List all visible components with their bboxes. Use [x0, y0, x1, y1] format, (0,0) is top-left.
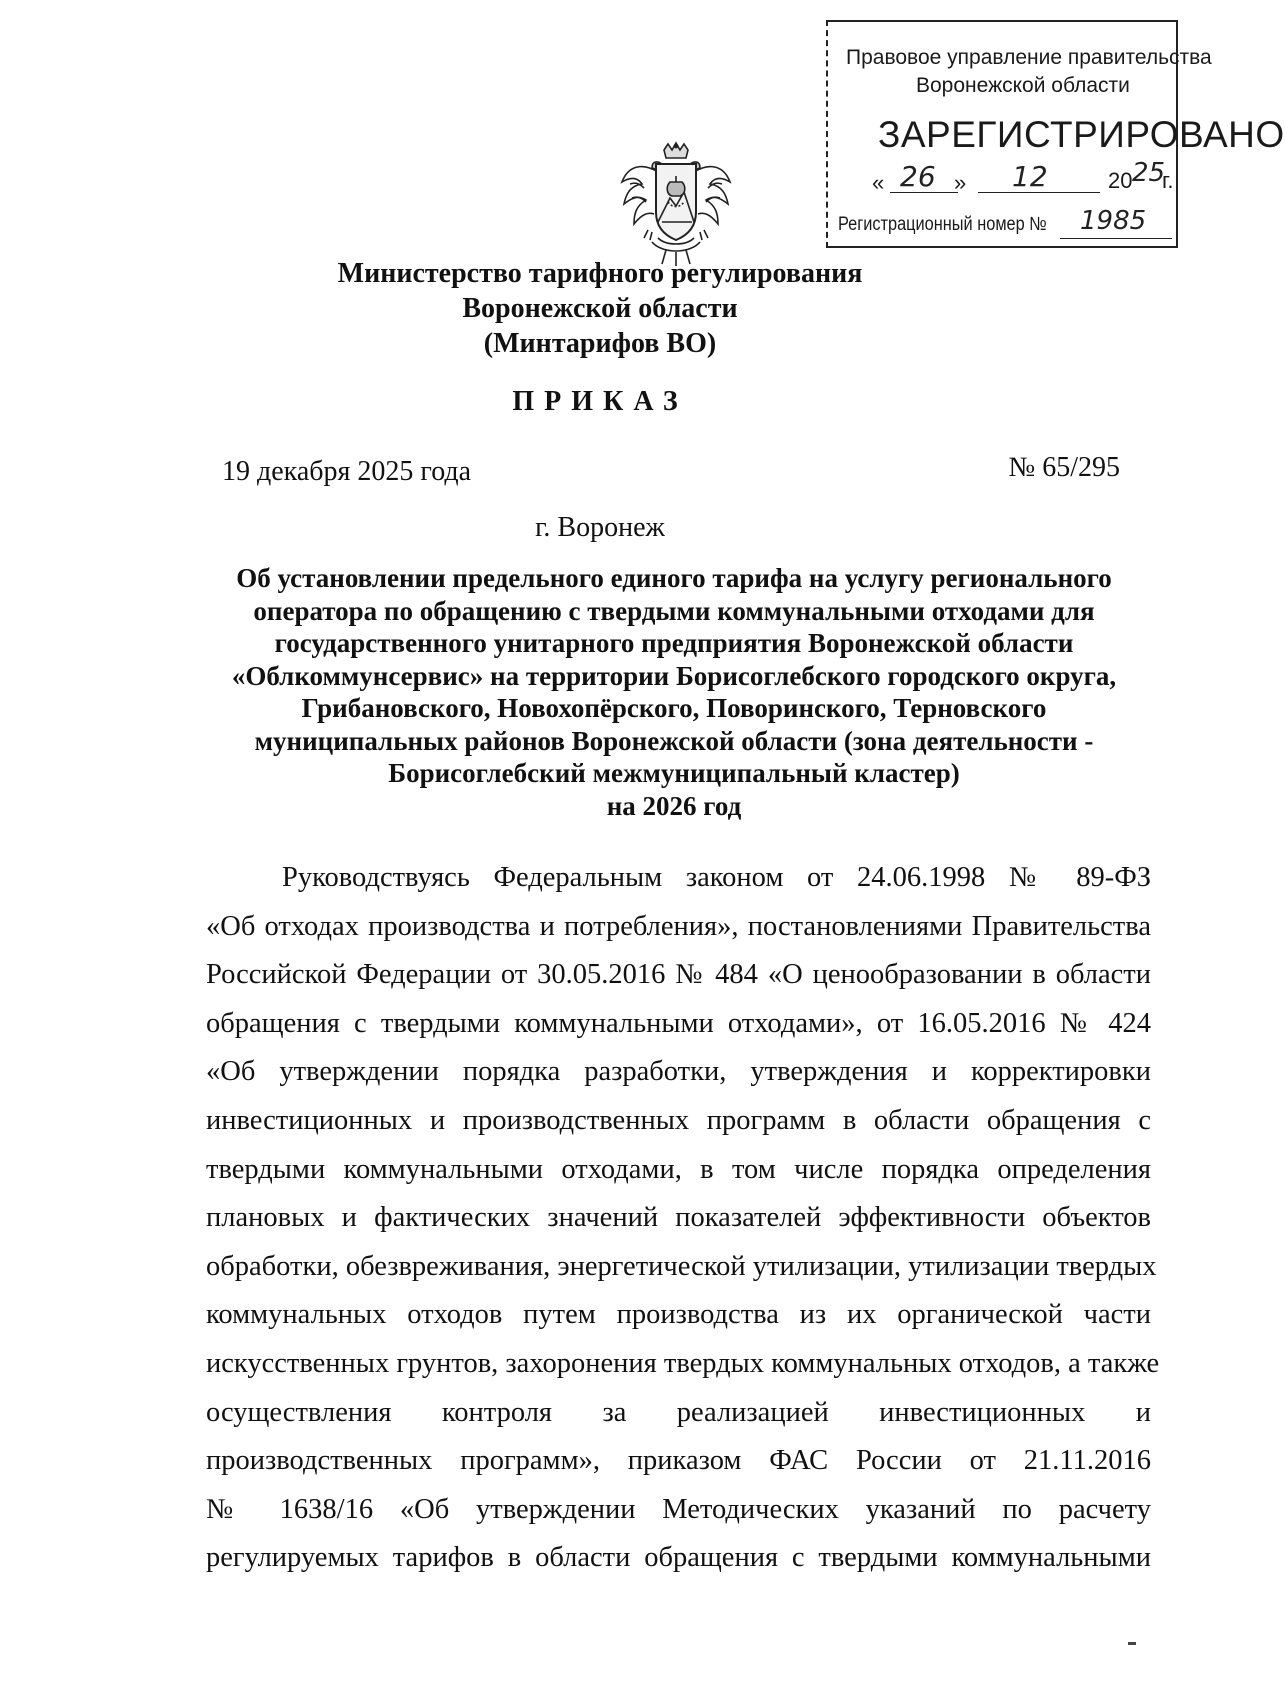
ministry-name-line-1: Министерство тарифного регулирования [337, 258, 863, 289]
order-city: г. Воронеж [535, 512, 665, 543]
paragraph-line: инвестиционных и производственных программ в области обращения с [206, 1104, 1151, 1136]
paragraph-line: «Об отходах производства и потребления», постановлениями Правительства [206, 910, 1151, 942]
paragraph-line: плановых и фактических значений показателей эффективности объектов [206, 1202, 1151, 1234]
stamp-authority-line: Правовое управление правительства [846, 46, 1212, 69]
paragraph-line: твердыми коммунальными отходами, в том числе порядка определения [206, 1153, 1151, 1185]
stamp-year-suffix: г. [1162, 168, 1174, 193]
paragraph-line: осуществления контроля за реализацией инвестиционных и [206, 1396, 1151, 1428]
subject-line: Об установлении предельного единого тарифа на услугу регионального [236, 563, 1112, 593]
paragraph-line: искусственных грунтов, захоронения твердых коммунальных отходов, а также [206, 1347, 1160, 1379]
subject-line: оператора по обращению с твердыми коммунальными отходами для [253, 595, 1095, 626]
order-number: № 65/295 [1008, 452, 1120, 483]
registration-stamp [826, 20, 1285, 248]
stamp-month: 12 [1012, 160, 1048, 193]
stamp-date-row [866, 158, 1174, 198]
order-subject-title [196, 562, 1152, 822]
paragraph-line: обработки, обезвреживания, энергетической утилизации, утилизации твердых [206, 1250, 1157, 1282]
coat-of-arms-emblem [618, 142, 734, 270]
document-type-heading: ПРИКАЗ [512, 386, 688, 417]
subject-line: «Облкоммунсервис» на территории Борисоглебского городского округа, [231, 660, 1117, 691]
subject-line: на 2026 год [606, 790, 742, 821]
ministry-name [0, 256, 1200, 361]
paragraph-line: Руководствуясь Федеральным законом от 24.06.1998 № 89-ФЗ [282, 862, 1151, 893]
ministry-name-abbreviation: (Минтарифов ВО) [483, 328, 717, 359]
stamp-reg-number: 1985 [1080, 206, 1147, 236]
stamp-year-prefix: 20 [1108, 168, 1133, 193]
stamp-registered-label: ЗАРЕГИСТРИРОВАНО [878, 114, 1285, 155]
paragraph-line: производственных программ», приказом ФАС России от 21.11.2016 [206, 1445, 1151, 1477]
paragraph-line: «Об утверждении порядка разработки, утверждения и корректировки [206, 1056, 1151, 1088]
paragraph-line: № 1638/16 «Об утверждении Методических указаний по расчету [206, 1493, 1151, 1525]
paragraph-line: коммунальных отходов путем производства из их органической части [206, 1299, 1151, 1331]
stamp-region-line: Воронежской области [916, 74, 1130, 97]
stamp-reg-label: Регистрационный номер № [838, 214, 1047, 235]
stamp-year: 25 [1132, 158, 1166, 188]
order-date: 19 декабря 2025 года [222, 456, 472, 487]
subject-line: муниципальных районов Воронежской области (зона деятельности - [254, 725, 1094, 756]
ministry-name-line-2: Воронежской области [462, 293, 738, 324]
stamp-day: 26 [900, 160, 936, 193]
scan-artifact-mark [1128, 1642, 1136, 1645]
subject-line: Грибановского, Новохопёрского, Поворинского, Терновского [301, 693, 1047, 723]
stamp-open-quote: « [872, 170, 885, 195]
paragraph-line: Российской Федерации от 30.05.2016 № 484 «О ценообразовании в области [206, 959, 1151, 991]
paragraph-line: регулируемых тарифов в области обращения с твердыми коммунальными [206, 1542, 1151, 1574]
order-preamble-paragraph [206, 854, 1160, 1583]
subject-line: государственного унитарного предприятия Воронежской области [274, 628, 1074, 658]
paragraph-line: обращения с твердыми коммунальными отходами», от 16.05.2016 № 424 [206, 1007, 1151, 1039]
stamp-registration-number-row [838, 206, 1168, 242]
stamp-close-quote: » [954, 170, 967, 195]
subject-line: Борисоглебский межмуниципальный кластер) [388, 758, 960, 788]
